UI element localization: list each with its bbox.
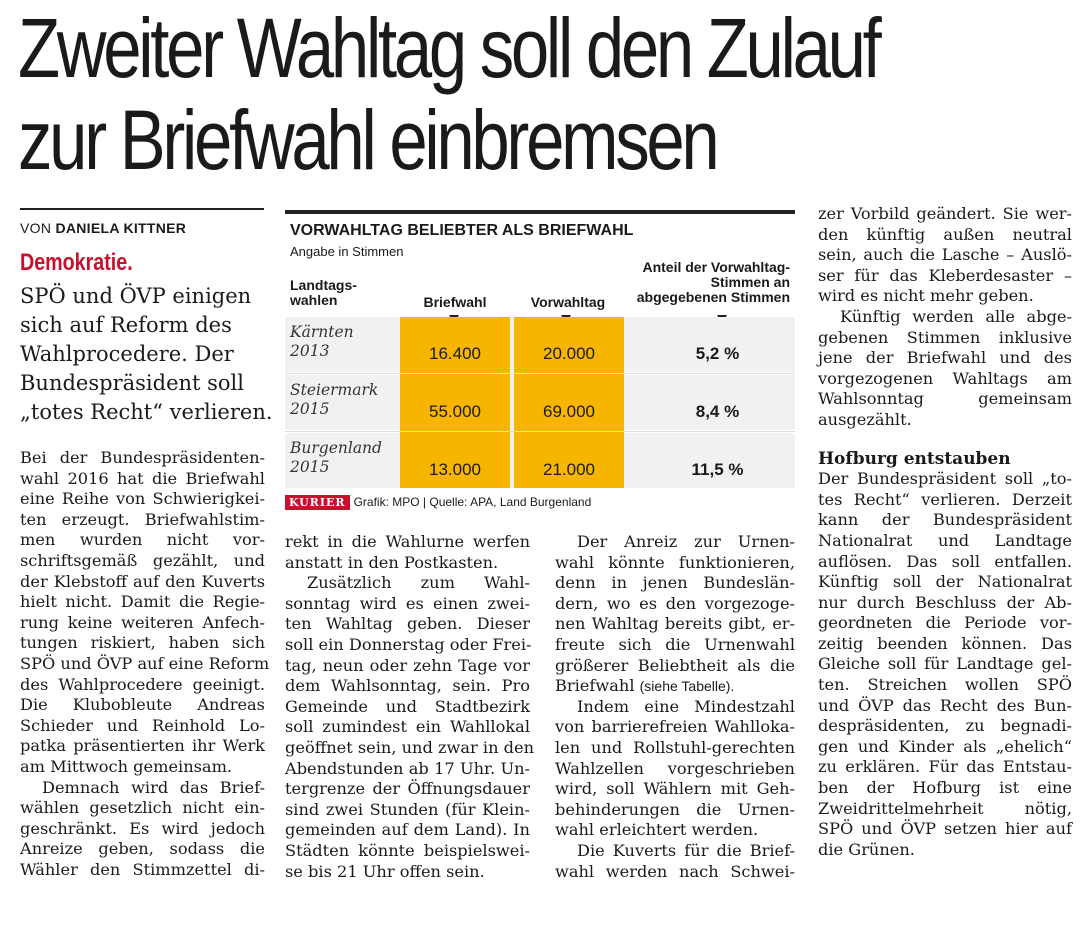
cell-vorwahltag: 21.000: [543, 460, 595, 479]
text-line: SPÖ und ÖVP auf eine Reform: [20, 653, 270, 673]
text-line: SPÖ und ÖVP setzen hier auf: [818, 819, 1072, 839]
text-line: denn in jenen Bundeslän-: [555, 573, 795, 593]
row-land: Kärnten: [290, 323, 354, 341]
text-line: Zusätzlich zum Wahl-: [307, 573, 530, 593]
byline-prefix: VON: [20, 220, 52, 236]
text-line: gen und Kinder als „ehelich“: [818, 736, 1072, 756]
cell-briefwahl: 13.000: [429, 460, 481, 479]
text-line: Wahlsonntag gemeinsam: [818, 389, 1072, 409]
text-line: Bei der Bundespräsidenten-: [20, 448, 265, 467]
row-year: 2013: [290, 342, 330, 360]
lead-paragraph: [20, 282, 273, 427]
lead-line: SPÖ und ÖVP einigen: [20, 284, 252, 308]
cell-briefwahl: 16.400: [429, 344, 481, 363]
text-line: Zweidrittelmehrheit nötig,: [818, 798, 1072, 818]
text-line: nur durch Beschluss der Ab-: [818, 592, 1072, 612]
text-line: wird, soll Wählern mit Geh-: [555, 779, 795, 799]
text-line: Anreize geben, sodass die: [20, 839, 265, 859]
text-line: behinderungen die Urnen-: [555, 799, 795, 819]
headline: [18, 2, 1084, 186]
text-line: vorgezogenen Wahltags am: [818, 368, 1072, 388]
text-line: ten. Streichen wollen SPÖ: [818, 675, 1072, 695]
text-line: hielt nicht. Damit die Regie-: [20, 592, 265, 612]
text-line: Wahlzellen vorgeschrieben: [555, 758, 795, 778]
text-line: Nationalrat und Landtage: [818, 530, 1072, 550]
table-row-label: [290, 381, 378, 419]
article-column-2: [285, 532, 535, 882]
row-year: 2015: [290, 400, 330, 418]
text-line: Die Klubobleute Andreas: [20, 695, 265, 715]
lead-line: „totes Recht“ verlieren.: [20, 400, 273, 424]
text-line: Wähler den Stimmzettel di-: [20, 859, 265, 879]
byline: [20, 220, 186, 236]
cell-briefwahl: 55.000: [429, 402, 481, 421]
article-column-3: [555, 532, 795, 882]
text-line: gebenen Stimmen inklusive: [818, 327, 1072, 347]
text-line: dern, wo es den vorgezoge-: [555, 593, 795, 613]
text-line: von barrierefreien Wahllokа-: [555, 717, 795, 737]
text-line: freute sich die Urnenwahl: [555, 634, 795, 654]
text-line: rekt in die Wahlurne werfen: [285, 532, 530, 551]
table-row-label: [290, 439, 382, 477]
text-line: Städten könnte beispielswei-: [285, 840, 530, 860]
text-line: die Grünen.: [818, 839, 915, 859]
table-header-share: Anteil der Vorwahltag- Stimmen an abgegebenen Stimmen: [636, 259, 790, 305]
text-line: tag, neun oder zehn Tage vor: [285, 655, 530, 675]
text-line: am Mittwoch gemeinsam.: [20, 756, 233, 776]
text-line: soll ein Donnerstag oder Frei-: [285, 634, 532, 654]
text-line: Indem eine Mindestzahl: [577, 696, 795, 716]
text-line: der Klebstoff auf den Kuverts: [20, 571, 265, 591]
article-column-4: [818, 204, 1072, 860]
text-line: zeitig beenden können. Das: [818, 633, 1072, 653]
text-line: des Wahlprocedere geeinigt.: [20, 674, 265, 694]
text-line: anstatt in den Postkasten.: [285, 552, 499, 572]
table-title: VORWAHLTAG BELIEBTER ALS BRIEFWAHL: [290, 222, 634, 239]
byline-author: DANIELA KITTNER: [55, 220, 187, 236]
subheading: Hofburg entstauben: [818, 448, 1011, 469]
text-line: wahl erleichtert werden.: [555, 820, 759, 840]
row-year: 2015: [290, 458, 330, 476]
text-line: tes Recht“ verlieren. Derzeit: [818, 489, 1072, 509]
text-line: auflösen. Das soll entfallen.: [818, 551, 1072, 571]
table-top-rule: [285, 210, 795, 214]
text-line: geöffnet sein, und zwar in den: [285, 737, 535, 757]
text-line: wahl könnte funktionieren,: [555, 552, 795, 572]
text-line: soll zumindest ein Wahllokal: [285, 717, 530, 737]
text-line: ben der Hofburg ist eine: [818, 778, 1072, 798]
text-line: tergrenze der Öffnungsdauer: [285, 779, 530, 799]
text-line: Künftig werden alle abge-: [840, 306, 1072, 326]
cell-vorwahltag: 20.000: [543, 344, 595, 363]
lead-line: sich auf Reform des: [20, 313, 232, 337]
text-line: Demnach wird das Brief-: [42, 777, 265, 797]
text-line: sonntag wird es einen zwei-: [285, 593, 530, 613]
data-table: [285, 210, 795, 510]
text-line: ser für das Kleberdesaster –: [818, 265, 1072, 285]
text-line: Der Anreiz zur Urnen-: [577, 532, 795, 551]
text-line: men wurden nicht vor-: [20, 530, 265, 550]
text-line: Gemeinde und Stadtbezirk: [285, 696, 530, 716]
text-line: Künftig soll der Nationalrat: [818, 572, 1072, 592]
text-line: zu erklären. Für das Entstau-: [818, 757, 1072, 777]
table-source: Grafik: MPO | Quelle: APA, Land Burgenland: [353, 495, 592, 509]
text-line: ausgezählt.: [818, 409, 912, 429]
article-column-1: [20, 448, 270, 880]
text-line: nen Wahltag bereits gibt, er-: [555, 614, 795, 634]
text-line: len und Rollstuhl-gerechten: [555, 737, 795, 757]
text-line: dem Wahlsonntag, sein. Pro: [285, 676, 530, 696]
text-line: wahl 2016 hat die Briefwahl: [20, 468, 265, 488]
spacer: [818, 431, 1072, 449]
text-line: und ÖVP das Recht des Bun-: [818, 695, 1072, 715]
text-line: Der Bundespräsident soll „to-: [818, 469, 1072, 489]
cell-share: 11,5 %: [691, 460, 744, 479]
text-line: sein, auch die Lasche – Auslö-: [818, 245, 1072, 265]
text-line: gemeinden auf dem Land). In: [285, 820, 530, 840]
text-line: eine Reihe von Schwierigkei-: [20, 489, 265, 509]
headline-line-1: Zweiter Wahltag soll den Zulauf: [18, 1, 879, 95]
text-line: wird es nicht mehr geben.: [818, 286, 1034, 306]
text-line: Gleiche soll für Landtage gel-: [818, 654, 1072, 674]
text-line: Schieder und Reinhold Lo-: [20, 715, 265, 735]
text-line: zer Vorbild geändert. Sie wer-: [818, 204, 1072, 223]
table-header-land: Landtags- wahlen: [290, 277, 357, 308]
text-line: kann der Bundespräsident: [818, 510, 1072, 530]
byline-rule: [20, 208, 264, 210]
cell-share: 5,2 %: [695, 344, 740, 363]
text-line: despräsidenten, zu begnadi-: [818, 716, 1072, 736]
text-line: patka präsentierten ihr Werk: [20, 736, 265, 756]
text-line: wählen gesetzlich nicht ein-: [20, 798, 265, 818]
kurier-logo: KURIER: [285, 495, 350, 510]
lead-line: Wahlprocedere. Der: [20, 342, 234, 366]
text-line: sind zwei Stunden (für Klein-: [285, 799, 530, 819]
table-reference: (siehe Tabelle).: [639, 678, 735, 695]
table-row-label: [290, 323, 354, 361]
row-separator: [285, 431, 795, 432]
row-land: Burgenland: [290, 439, 382, 457]
text-line: geschränkt. Es wird jedoch: [20, 818, 265, 838]
table-header-vorwahltag: Vorwahltag: [530, 294, 606, 310]
text-line: den künftig außen neutral: [818, 224, 1072, 244]
text-line: Briefwahl (siehe Tabelle).: [555, 676, 735, 696]
text-line: wahl werden nach Schwei-: [555, 861, 795, 881]
kicker: Demokratie.: [20, 249, 133, 276]
cell-vorwahltag: 69.000: [543, 402, 595, 421]
table-subtitle: Angabe in Stimmen: [290, 244, 404, 259]
text-line: ten Wahltag geben. Dieser: [285, 614, 530, 634]
table-header-briefwahl: Briefwahl: [423, 294, 487, 310]
table-footer: [285, 495, 591, 510]
lead-line: Bundespräsident soll: [20, 371, 244, 395]
text-line: größerer Beliebtheit als die: [555, 655, 795, 675]
text-line: jene der Briefwahl und des: [818, 348, 1072, 368]
cell-share: 8,4 %: [695, 402, 740, 421]
text-line: ten erzeugt. Briefwahlstim-: [20, 509, 265, 529]
text-line: rung keine weiteren Anfech-: [20, 612, 265, 632]
text-line: Die Kuverts für die Brief-: [577, 840, 795, 860]
text-line: se bis 21 Uhr offen sein.: [285, 861, 485, 881]
text-line: Abendstunden ab 17 Uhr. Un-: [285, 758, 530, 778]
headline-line-2: zur Briefwahl einbremsen: [18, 93, 717, 187]
row-land: Steiermark: [290, 381, 379, 399]
text-line: schriftsgemäß gezählt, und: [20, 550, 265, 570]
text-line: tungen riskiert, haben sich: [20, 633, 265, 653]
row-separator: [285, 373, 795, 374]
text-line: geordneten die Periode vor-: [818, 613, 1072, 633]
